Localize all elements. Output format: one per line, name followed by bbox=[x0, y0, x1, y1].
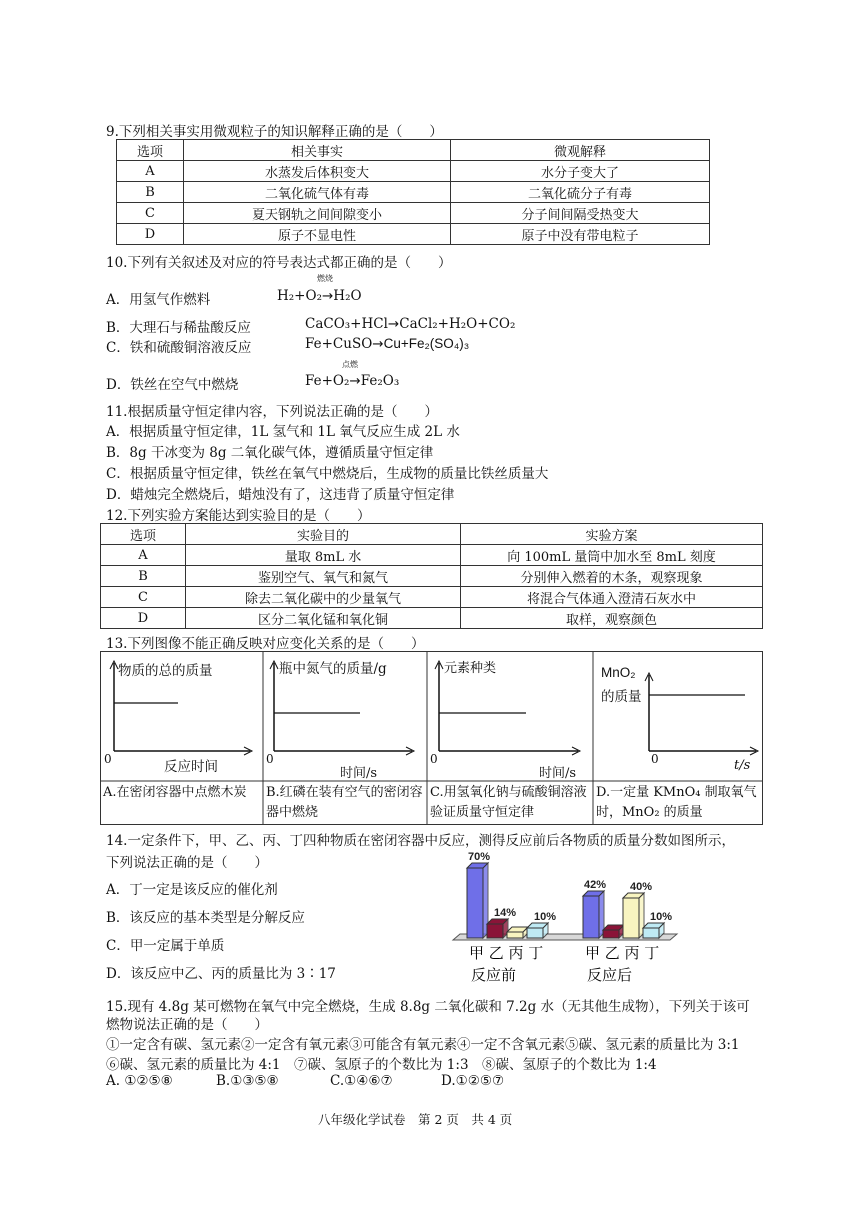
data-label: 40% bbox=[629, 881, 653, 893]
graph-d-origin: 0 bbox=[651, 752, 659, 766]
table-header: 选项 bbox=[101, 524, 186, 545]
equation-lhs: H₂+O₂ bbox=[277, 288, 322, 304]
table-cell: C bbox=[117, 203, 184, 224]
q14-option-a: A．丁一定是该反应的催化剂 bbox=[106, 882, 278, 898]
q13-stem: 13.下列图像不能正确反映对应变化关系的是（ ） bbox=[106, 636, 425, 652]
q14-bar-chart bbox=[445, 838, 685, 986]
graph-d-xlabel: t/s bbox=[734, 758, 751, 773]
equation-rhs: H₂O bbox=[333, 288, 362, 304]
table-header: 微观解释 bbox=[451, 140, 710, 161]
graph-d-ylabel2: 的质量 bbox=[601, 689, 642, 705]
graph-b-caption: B.红磷在装有空气的密闭容器中燃烧 bbox=[266, 785, 423, 820]
graph-b-ylabel: 瓶中氮气的质量/g bbox=[279, 661, 387, 677]
q10d-condition: 点燃 bbox=[342, 360, 358, 369]
graph-b-xlabel: 时间/s bbox=[340, 766, 378, 781]
q14-stem-2: 下列说法正确的是（ ） bbox=[106, 855, 268, 871]
q10-stem: 10.下列有关叙述及对应的符号表达式都正确的是（ ） bbox=[106, 255, 452, 271]
bar bbox=[603, 930, 619, 938]
bar bbox=[623, 898, 639, 938]
table-row bbox=[117, 140, 710, 161]
bar bbox=[467, 868, 483, 938]
table-cell: 鉴别空气、氧气和氮气 bbox=[186, 566, 461, 587]
arrow-icon: → bbox=[321, 288, 334, 304]
graph-c-origin: 0 bbox=[430, 752, 438, 766]
tick-label: 甲 乙 丙 丁 bbox=[585, 944, 660, 962]
q11-option-b: B．8g 干冰变为 8g 二氧化碳气体，遵循质量守恒定律 bbox=[106, 445, 434, 461]
q11-option-a: A．根据质量守恒定律，1L 氢气和 1L 氧气反应生成 2L 水 bbox=[106, 424, 460, 440]
equation-lhs: CaCO₃+HCl bbox=[305, 316, 388, 332]
arrow-icon: → bbox=[387, 316, 400, 332]
q15-option-a: A. ①②⑤⑧ bbox=[106, 1073, 173, 1089]
data-label: 10% bbox=[533, 911, 557, 923]
q15-statements-1: ①一定含有碳、氢元素②一定含有氧元素③可能含有氧元素④一定不含氧元素⑤碳、氢元素的质量比为 3:1 bbox=[106, 1037, 740, 1053]
table-row bbox=[117, 224, 710, 245]
q9-stem: 9.下列相关事实用微观粒子的知识解释正确的是（ ） bbox=[106, 124, 443, 140]
q10-option-b: B．大理石与稀盐酸反应 bbox=[106, 320, 251, 336]
q14-option-d: D．该反应中乙、丙的质量比为 3∶17 bbox=[106, 966, 336, 982]
table-cell: 二氧化硫分子有毒 bbox=[451, 182, 710, 203]
graph-c-xlabel: 时间/s bbox=[539, 766, 577, 781]
equation-rhs: CaCl₂+H₂O+CO₂ bbox=[399, 316, 516, 332]
graph-d bbox=[645, 673, 758, 755]
table-cell: 水分子变大了 bbox=[451, 161, 710, 182]
table-cell: 区分二氧化锰和氧化铜 bbox=[186, 608, 461, 629]
q10b-equation bbox=[305, 316, 515, 332]
equation-lhs: Fe+CuSO bbox=[305, 336, 373, 352]
q10d-equation bbox=[305, 373, 399, 389]
table-cell: 量取 8mL 水 bbox=[186, 545, 461, 566]
table-row bbox=[101, 524, 763, 545]
q14-stem-1: 14.一定条件下，甲、乙、丙、丁四种物质在密闭容器中反应，测得反应前后各物质的质量分数如图所示， bbox=[106, 833, 735, 849]
graph-c-ylabel: 元素种类 bbox=[444, 661, 497, 676]
group-label: 反应前 bbox=[471, 966, 517, 984]
table-row bbox=[101, 545, 763, 566]
table-row bbox=[101, 566, 763, 587]
table-cell: D bbox=[117, 224, 184, 245]
table-cell: 向 100mL 量筒中加水至 8mL 刻度 bbox=[461, 545, 763, 566]
q15-option-c: C.①④⑥⑦ bbox=[330, 1073, 393, 1089]
q11-stem: 11.根据质量守恒定律内容，下列说法正确的是（ ） bbox=[106, 404, 438, 420]
graph-a-xlabel: 反应时间 bbox=[164, 759, 218, 775]
q14-option-c: C．甲一定属于单质 bbox=[106, 938, 225, 954]
q11-option-d: D．蜡烛完全燃烧后，蜡烛没有了，这违背了质量守恒定律 bbox=[106, 487, 455, 503]
table-cell: 将混合气体通入澄清石灰水中 bbox=[461, 587, 763, 608]
data-label: 10% bbox=[649, 911, 673, 923]
q15-statements-2: ⑥碳、氢元素的质量比为 4:1 ⑦碳、氢原子的个数比为 1:3 ⑧碳、氢原子的个数比为 1:4 bbox=[106, 1057, 657, 1073]
bar bbox=[487, 924, 503, 938]
bar bbox=[583, 896, 599, 938]
equation-rhs: Cu+Fe₂(SO₄)₃ bbox=[383, 336, 470, 351]
table-header: 实验目的 bbox=[186, 524, 461, 545]
table-cell: 分子间间隔受热变大 bbox=[451, 203, 710, 224]
table-header: 实验方案 bbox=[461, 524, 763, 545]
q10-option-d: D．铁丝在空气中燃烧 bbox=[106, 377, 239, 393]
table-cell: A bbox=[101, 545, 186, 566]
graph-a-origin: 0 bbox=[104, 752, 112, 766]
table-header: 选项 bbox=[117, 140, 184, 161]
table-cell: 二氧化硫气体有毒 bbox=[184, 182, 451, 203]
page-footer: 八年级化学试卷 第 2 页 共 4 页 bbox=[318, 1112, 513, 1127]
arrow-icon: → bbox=[349, 373, 361, 389]
graph-a-caption: A.在密闭容器中点燃木炭 bbox=[103, 785, 247, 800]
q10a-condition: 燃烧 bbox=[317, 274, 333, 283]
table-row bbox=[101, 608, 763, 629]
table-cell: 取样，观察颜色 bbox=[461, 608, 763, 629]
data-label: 70% bbox=[467, 851, 491, 863]
q15-stem-1: 15.现有 4.8g 某可燃物在氧气中完全燃烧，生成 8.8g 二氧化碳和 7.2g 水（无其他生成物），下列关于该可 bbox=[106, 999, 750, 1015]
bar bbox=[643, 928, 659, 938]
table-row bbox=[117, 203, 710, 224]
data-label: 14% bbox=[493, 907, 517, 919]
table-cell: 原子不显电性 bbox=[184, 224, 451, 245]
table-cell: 除去二氧化碳中的少量氧气 bbox=[186, 587, 461, 608]
bar bbox=[527, 928, 543, 938]
group-label: 反应后 bbox=[587, 966, 633, 984]
equation-rhs: Fe₂O₃ bbox=[360, 373, 400, 389]
table-header: 相关事实 bbox=[184, 140, 451, 161]
equation-lhs: Fe+O₂ bbox=[305, 373, 350, 389]
data-label: 42% bbox=[583, 879, 607, 891]
q11-option-c: C．根据质量守恒定律，铁丝在氧气中燃烧后，生成物的质量比铁丝质量大 bbox=[106, 466, 549, 482]
graph-c-caption: C.用氢氧化钠与硫酸铜溶液验证质量守恒定律 bbox=[430, 785, 587, 820]
q15-stem-2: 燃物说法正确的是（ ） bbox=[106, 1017, 268, 1033]
table-cell: 水蒸发后体积变大 bbox=[184, 161, 451, 182]
table-row bbox=[117, 182, 710, 203]
table-cell: B bbox=[101, 566, 186, 587]
tick-label: 甲 乙 丙 丁 bbox=[469, 944, 544, 962]
table-cell: C bbox=[101, 587, 186, 608]
table-cell: 夏天钢轨之间间隙变小 bbox=[184, 203, 451, 224]
q12-table bbox=[100, 523, 763, 629]
q10c-equation bbox=[305, 336, 469, 352]
table-cell: A bbox=[117, 161, 184, 182]
table-row bbox=[101, 587, 763, 608]
graph-d-caption: D.一定量 KMnO₄ 制取氧气时，MnO₂ 的质量 bbox=[596, 785, 757, 820]
table-cell: D bbox=[101, 608, 186, 629]
graph-d-ylabel: MnO₂ bbox=[601, 665, 636, 680]
q10-option-a: A．用氢气作燃料 bbox=[106, 292, 211, 308]
q10a-equation bbox=[277, 288, 362, 304]
table-cell: B bbox=[117, 182, 184, 203]
q9-table bbox=[116, 139, 710, 245]
table-cell: 分别伸入燃着的木条，观察现象 bbox=[461, 566, 763, 587]
bar bbox=[507, 932, 523, 938]
table-cell: 原子中没有带电粒子 bbox=[451, 224, 710, 245]
q12-stem: 12.下列实验方案能达到实验目的是（ ） bbox=[106, 508, 371, 524]
q15-option-b: B.①③⑤⑧ bbox=[216, 1073, 279, 1089]
table-row bbox=[117, 161, 710, 182]
graph-a-ylabel: 物质的总的质量 bbox=[118, 663, 213, 679]
arrow-icon: → bbox=[372, 336, 384, 352]
q14-option-b: B．该反应的基本类型是分解反应 bbox=[106, 910, 305, 926]
graph-b-origin: 0 bbox=[266, 752, 274, 766]
q10-option-c: C．铁和硫酸铜溶液反应 bbox=[106, 340, 252, 356]
q15-option-d: D.①②⑤⑦ bbox=[441, 1073, 505, 1089]
